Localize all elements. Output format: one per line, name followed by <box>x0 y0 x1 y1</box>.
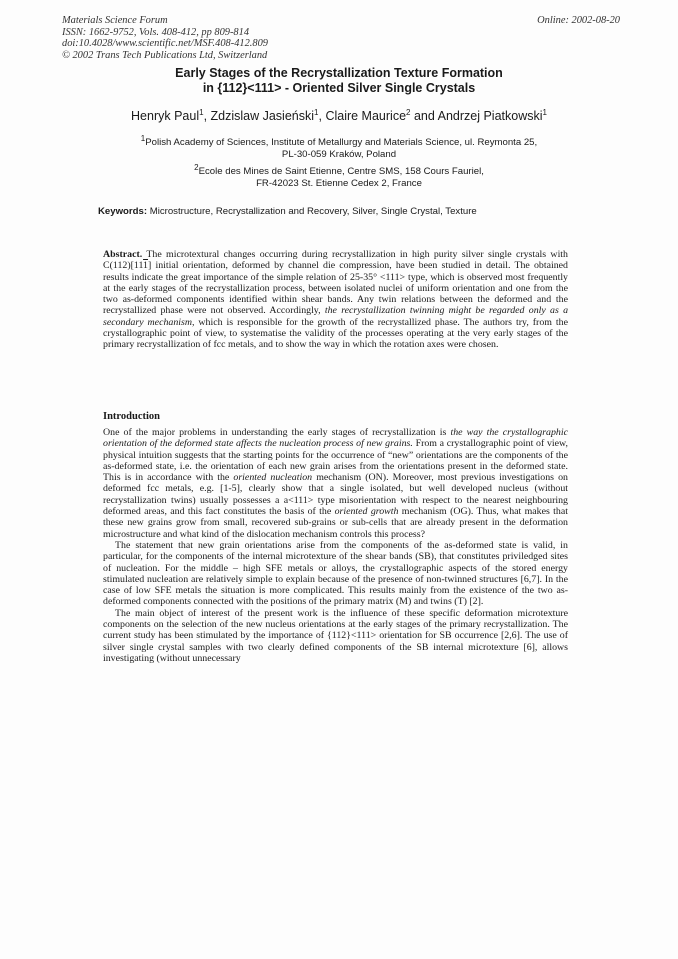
abstract-text: which is responsible for the growth of the recrystallized phase. The authors try, from the crystallographic point of view, to systematise the validity of the processes operating at the very early stages of the primary recrystallization of fcc metals, and to show the way in which the rotation axes were chosen. <box>103 316 568 351</box>
doi-line: doi:10.4028/www.scientific.net/MSF.408-412.809 <box>62 38 268 50</box>
paragraph-text: mechanism (ON). Moreover, most previous investigations on deformed fcc metals, e.g. [1-5], clearly show that a single isolated, but well developed nucleus (without recrystallization twins) usually possesses a a<111> type misorientation with respect to the nearest neighbouring deformed areas, and this fact constitutes the basis of the <box>103 472 568 518</box>
abstract-text: ] initial orientation, deformed by channel die compression, have been studied in detail. The obtained results indicate the great importance of the simple relation of 25-35° <111> type, which is observed most frequently at the early stages of the recrystallization process, between isolated nuclei of uniform orientation and one from the two as-deformed components identified within shear bands. Any twin relations between the deformed and the recrystallized phase were not observed. Accordingly, <box>103 260 568 317</box>
author-separator: , <box>318 109 326 124</box>
abstract-text: The microtextural changes occurring during recrystallization in high purity silver single crystals with C(112)[11 <box>103 249 568 272</box>
copyright-line: © 2002 Trans Tech Publications Ltd, Switzerland <box>62 49 268 61</box>
emphasis-text: oriented nucleation <box>233 472 313 484</box>
abstract-emphasis: the recrystallization twinning might be regarded only as a secondary mechanism, <box>103 305 569 328</box>
emphasis-text: oriented growth <box>334 506 399 518</box>
abstract-label: Abstract. <box>103 249 143 260</box>
author-name: Claire Maurice <box>325 109 407 124</box>
author-affil-mark: 1 <box>542 108 547 117</box>
emphasis-text: the way the crystallographic orientation of the deformed state affects the nucleation process of new grains. <box>103 427 569 450</box>
paper-title <box>0 66 678 96</box>
introduction-body <box>103 427 568 664</box>
author-list <box>0 108 678 123</box>
affiliation-1 <box>0 133 678 162</box>
author-name: Andrzej Piatkowski <box>437 109 543 124</box>
paragraph <box>103 427 568 540</box>
keywords <box>98 206 598 217</box>
paragraph-text: mechanism (OG). Thus, what makes that these new grains grow from small, recovered sub-grains or sub-cells that are already present in the deformation microstructure and what kind of the dislocation mechanism controls this process? <box>103 506 568 540</box>
author-affil-mark: 2 <box>406 108 411 117</box>
online-date: Online: 2002-08-20 <box>537 15 620 26</box>
affiliation-text: PL-30-059 Kraków, Poland <box>281 149 397 161</box>
journal-header <box>62 15 268 61</box>
author-affil-mark: 1 <box>314 108 319 117</box>
paragraph-text: One of the major problems in understanding the early stages of recrystallization is <box>103 427 451 438</box>
title-line-1: Early Stages of the Recrystallization Texture Formation <box>175 66 503 80</box>
affiliation-mark: 2 <box>194 163 199 172</box>
affiliation-mark: 1 <box>140 134 146 143</box>
affiliation-text: FR-42023 St. Etienne Cedex 2, France <box>256 178 422 190</box>
paragraph-text: From a crystallographic point of view, physical intuition suggests that the starting points for the occurrence of “new” orientations are the components of the as-deformed state, i.e. the orientation of each new grain arises from the orientations present in the deformed state. This is in accordance with the <box>103 438 568 484</box>
journal-name: Materials Science Forum <box>62 15 168 26</box>
overline-index: 1 <box>143 260 148 272</box>
author-name: Zdzislaw Jasieński <box>210 109 315 124</box>
title-line-2: in {112}<111> - Oriented Silver Single Crystals <box>202 81 476 95</box>
section-heading: Introduction <box>103 411 160 422</box>
affiliation-text: Polish Academy of Sciences, Institute of Metallurgy and Materials Science, ul. Reymonta 25, <box>145 137 538 149</box>
abstract <box>103 249 568 351</box>
keywords-label: Keywords: <box>98 206 148 217</box>
paragraph: The statement that new grain orientations arise from the components of the as-deformed state is valid, in particular, for the components of the internal microtexture of the shear bands (SB), that constitutes priviledged sites of nucleation. For the middle – high SFE metals or alloys, the crystallographic aspects of the stored energy stimulated nucleation are relatively simple to explain because of the presence of non-twinned structures [6,7]. In the case of low SFE metals the situation is more complicated. This results mainly from the existence of the two as-deformed components connected with the positions of the primary matrix (M) and twins (T) [2]. <box>103 539 568 608</box>
issn-line: ISSN: 1662-9752, Vols. 408-412, pp 809-814 <box>62 26 250 38</box>
author-conjunction: and <box>410 109 438 124</box>
paragraph: The main object of interest of the present work is the influence of these specific deformation microtexture components on the selection of the new nucleus orientations at the early stages of the primary recrystallization. The current study has been stimulated by the importance of {112}<111> orientation for SB occurrence [2,6]. The use of silver single crystal samples with two clearly defined components of the SB internal microtexture [6], allows investigating (without unnecessary <box>103 607 568 664</box>
author-affil-mark: 1 <box>199 108 204 117</box>
author-separator: , <box>203 109 211 124</box>
affiliation-text: Ecole des Mines de Saint Etienne, Centre SMS, 158 Cours Fauriel, <box>198 166 484 178</box>
keywords-text: Microstructure, Recrystallization and Recovery, Silver, Single Crystal, Texture <box>149 206 477 217</box>
author-name: Henryk Paul <box>131 109 200 124</box>
affiliation-2 <box>0 162 678 191</box>
